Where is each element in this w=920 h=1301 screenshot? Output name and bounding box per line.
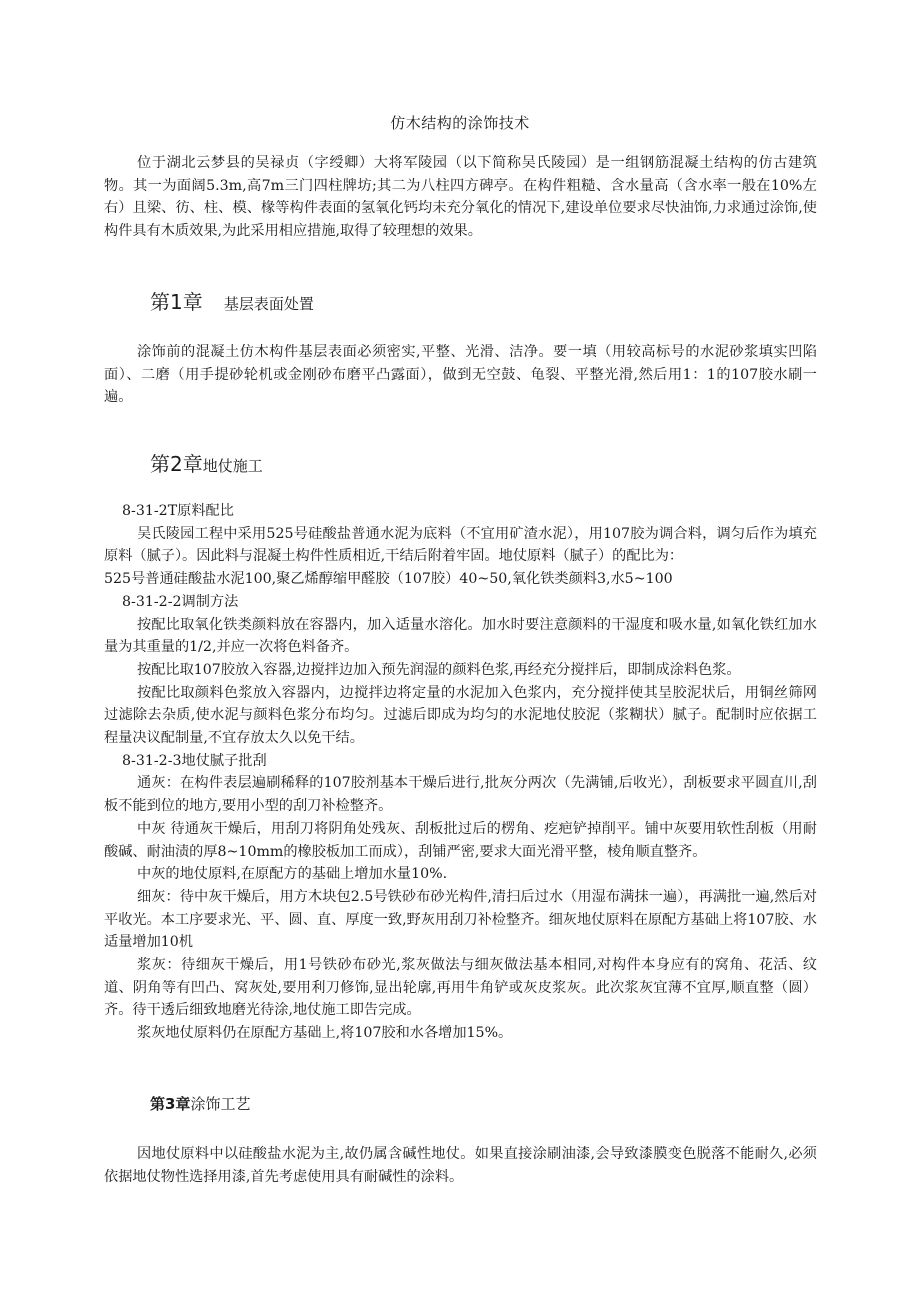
chapter-2-title: 地仗施工 <box>202 457 263 475</box>
chapter-1-heading <box>150 286 314 315</box>
chapter-2-paragraph-6: 中灰 待通灰干燥后，用刮刀将阴角处残灰、刮板批过后的楞角、疙疤铲掉削平。铺中灰要用软性刮板（用耐酸碱、耐油渍的厚8~10mm的橡胶板加工而成），刮铺严密,要求大面光滑平整，棱角顺直整齐。 <box>104 820 817 860</box>
chapter-3-paragraph: 因地仗原料中以硅酸盐水泥为主,故仍属含碱性地仗。如果直接涂刷油漆,会导致漆膜变色脱落不能耐久,必须依据地仗物性选择用漆,首先考虑使用具有耐碱性的涂料。 <box>104 1146 817 1185</box>
chapter-2-paragraph-1: 吴氏陵园工程中采用525号硅酸盐普通水泥为底料（不宜用矿渣水泥），用107胶为调合料，调匀后作为填充原料（腻子）。因此料与混凝土构件性质相近,干结后附着牢固。地仗原料（腻子）的配比为： <box>104 525 817 565</box>
document-title: 仿木结构的涂饰技术 <box>390 114 530 132</box>
subsection-1-heading: 8-31-2T原料配比 <box>122 503 234 519</box>
intro-section <box>104 152 817 243</box>
chapter-2-paragraph-10: 浆灰地仗原料仍在原配方基础上,将107胶和水各增加15%。 <box>137 1025 513 1042</box>
subsection-2-heading: 8-31-2-2调制方法 <box>122 593 239 610</box>
chapter-1-title: 基层表面处置 <box>223 295 314 313</box>
chapter-2-paragraph-4: 按配比取颜料色浆放入容器内，边搅拌边将定量的水泥加入色浆内，充分搅拌使其呈胶泥状后，用铜丝筛网过滤除去杂质,使水泥与颜料色浆分布均匀。过滤后即成为均匀的水泥地仗胶泥（浆糊状）腻子。配制时应依据工程量决议配制量,不宜存放太久以免干结。 <box>104 684 817 747</box>
chapter-3-title: 涂饰工艺 <box>190 1095 251 1113</box>
chapter-3-heading <box>150 1093 250 1114</box>
chapter-2-heading <box>150 448 263 477</box>
chapter-1-paragraph: 涂饰前的混凝土仿木构件基层表面必须密实,平整、光滑、洁净。要一填（用较高标号的水泥砂浆填实凹陷面）、二磨（用手提砂轮机或金刚砂布磨平凸露面），做到无空鼓、龟裂、平整光滑,然后用1：1的107胶水刷一遍。 <box>104 344 817 406</box>
subsection-3-heading: 8-31-2-3地仗腻子批刮 <box>122 752 267 769</box>
chapter-2-paragraph-3: 按配比取107胶放入容器,边搅拌边加入预先润湿的颜料色浆,再经充分搅拌后，即制成涂料色浆。 <box>137 661 741 678</box>
chapter-2-paragraph-7: 中灰的地仗原料,在原配方的基础上增加水量10%. <box>137 866 448 883</box>
chapter-2-paragraph-2: 按配比取氧化铁类颜料放在容器内，加入适量水溶化。加水时要注意颜料的干湿度和吸水量,如氧化铁红加水量为其重量的1/2,并应一次将色料备齐。 <box>104 616 817 656</box>
chapter-2-paragraph-5: 通灰：在构件表层遍刷稀释的107胶剂基本干燥后进行,批灰分两次（先满铺,后收光），刮板要求平圆直川,刮板不能到位的地方,要用小型的刮刀补检整齐。 <box>104 775 817 815</box>
chapter-2-paragraph-9: 浆灰：待细灰干燥后，用1号铁砂布砂光,浆灰做法与细灰做法基本相同,对构件本身应有的窝角、花活、纹道、阴角等有凹凸、窝灰处,要用利刀修饰,显出轮廓,再用牛角铲或灰皮浆灰。此次浆灰宜薄不宜厚,顺直整（圆）齐。待干透后细致地磨光待涂,地仗施工即告完成。 <box>104 957 817 1019</box>
intro-paragraph: 位于湖北云梦县的吴禄贞（字绶卿）大将军陵园（以下简称吴氏陵园）是一组钢筋混凝土结构的仿古建筑物。其一为面阔5.3m,高7m三门四柱牌坊;其二为八柱四方碑亭。在构件粗糙、含水量高（含水率一般在10%左右）且梁、彷、柱、模、椽等构件表面的氢氧化钙均未充分氧化的情况下,建设单位要求尽快油饰,力求通过涂饰,使构件具有木质效果,为此采用相应措施,取得了较理想的效果。 <box>104 155 817 240</box>
chapter-3-number: 第3章 <box>150 1095 191 1113</box>
chapter-2-paragraph-8: 细灰：待中灰干燥后，用方木块包2.5号铁砂布砂光构件,清扫后过水（用湿布满抹一遍），再满批一遍,然后对平收光。本工序要求光、平、圆、直、厚度一致,野灰用刮刀补检整齐。细灰地仗原料在原配方基础上将107胶、水适量增加10机 <box>104 888 817 951</box>
chapter-2-formula: 525号普通硅酸盐水泥100,聚乙烯醇缩甲醛胶（107胶）40~50,氧化铁类颜料3,水5~100 <box>104 571 673 588</box>
chapter-2-section <box>104 500 817 1045</box>
chapter-2-number: 第2章 <box>150 452 203 476</box>
chapter-1-number: 第1章 <box>150 290 203 314</box>
chapter-1-section <box>104 341 817 409</box>
chapter-3-section <box>104 1143 817 1188</box>
